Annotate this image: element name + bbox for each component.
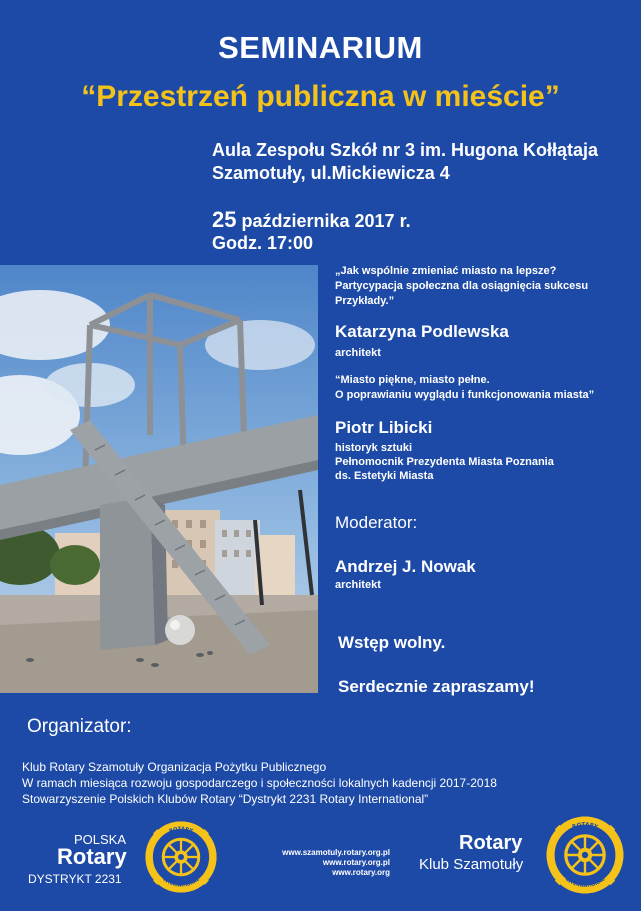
emblem-text-bottom: INTERNATIONAL	[161, 877, 201, 889]
organizer-line: Stowarzyszenie Polskich Klubów Rotary “Dystrykt 2231 Rotary International”	[22, 792, 429, 806]
website-link[interactable]: www.rotary.org	[332, 868, 390, 877]
moderator-label: Moderator:	[335, 513, 418, 532]
organizer-line: Klub Rotary Szamotuły Organizacja Pożytku Publicznego	[22, 760, 327, 774]
speaker-2-role	[335, 441, 554, 483]
event-month-year: października 2017 r.	[236, 211, 411, 231]
free-entry-note: Wstęp wolny.	[338, 633, 446, 652]
moderator-name: Andrzej J. Nowak	[335, 557, 476, 576]
footer-brand-right: Rotary	[459, 832, 523, 854]
talk-1-title-line: Partycypacja społeczna dla osiągnięcia sukcesu	[335, 280, 589, 292]
speaker-1-name: Katarzyna Podlewska	[335, 322, 509, 341]
emblem-text-top: ROTARY	[571, 822, 599, 831]
talk-2-title	[335, 373, 640, 403]
emblem-text-bottom: INTERNATIONAL	[563, 877, 607, 890]
page-title: SEMINARIUM	[218, 30, 423, 65]
sculpture-photo	[0, 265, 318, 693]
footer-brand-left: Rotary	[57, 844, 127, 869]
event-date	[212, 207, 411, 233]
moderator-role: architekt	[335, 579, 381, 591]
event-time: Godz. 17:00	[212, 233, 314, 253]
website-link[interactable]: www.szamotuly.rotary.org.pl	[282, 848, 390, 857]
website-link[interactable]: www.rotary.org.pl	[322, 858, 390, 867]
speaker-2-role-line: Pełnomocnik Prezydenta Miasta Poznania	[335, 456, 554, 468]
organizer-line: W ramach miesiąca rozwoju gospodarczego i społeczności lokalnych kadencji 2017-2018	[22, 776, 497, 790]
organizer-label: Organizator:	[27, 716, 132, 737]
rotary-wheel-icon	[144, 820, 218, 894]
talk-1-title-line: „Jak wspólnie zmieniać miasto na lepsze?	[335, 265, 557, 277]
event-day: 25	[212, 207, 237, 232]
talk-2-title-line: “Miasto piękne, miasto pełne.	[335, 374, 490, 386]
speaker-2-role-line: ds. Estetyki Miasta	[335, 470, 434, 482]
venue-line-2: Szamotuły, ul.Mickiewicza 4	[212, 163, 450, 183]
footer-country: POLSKA	[74, 832, 127, 847]
footer-district: DYSTRYKT 2231	[28, 872, 122, 886]
speaker-2-role-line: historyk sztuki	[335, 442, 413, 454]
venue-line-1: Aula Zespołu Szkół nr 3 im. Hugona Kołłątaja	[212, 140, 599, 160]
speaker-2-name: Piotr Libicki	[335, 418, 433, 437]
invitation-note: Serdecznie zapraszamy!	[338, 677, 535, 696]
footer-club-name: Klub Szamotuły	[419, 856, 524, 873]
rotary-wheel-icon	[545, 815, 625, 895]
talk-1-title	[335, 264, 635, 309]
talk-1-title-line: Przykłady.”	[335, 295, 395, 307]
speaker-1-role: architekt	[335, 347, 381, 359]
emblem-text-top: ROTARY	[168, 826, 194, 835]
talk-2-title-line: O poprawianiu wyglądu i funkcjonowania miasta”	[335, 389, 595, 401]
seminar-subtitle: “Przestrzeń publiczna w mieście”	[81, 80, 560, 113]
